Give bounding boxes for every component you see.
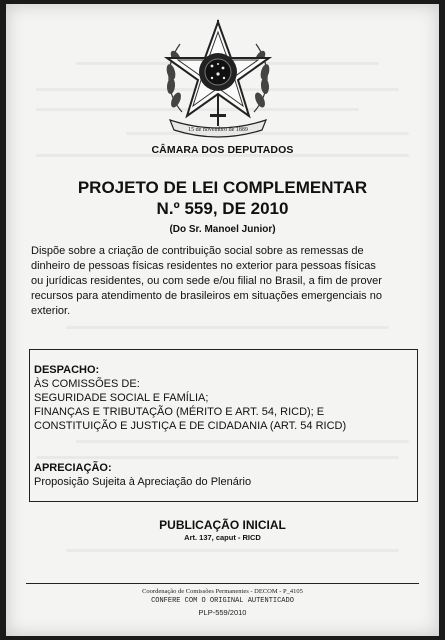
dispatch-line: ÀS COMISSÕES DE:	[34, 378, 140, 390]
coat-of-arms-icon	[152, 14, 284, 142]
house-name: CÂMARA DOS DEPUTADOS	[151, 144, 294, 156]
document-page	[6, 4, 439, 636]
appreciation-title: APRECIAÇÃO:	[34, 462, 112, 474]
dispatch-title: DESPACHO:	[34, 364, 100, 376]
footer-code: PLP-559/2010	[198, 608, 247, 617]
dispatch-box	[29, 349, 418, 502]
dispatch-line: CONSTITUIÇÃO E JUSTIÇA E DE CIDADANIA (ART. 54 RICD)	[34, 420, 347, 432]
summary-line: Dispõe sobre a criação de contribuição social sobre as remessas de	[31, 245, 364, 257]
bill-summary	[31, 244, 415, 319]
emblem-ribbon-text: 15 de novembro de 1889	[188, 127, 248, 133]
appreciation-text: Proposição Sujeita à Apreciação do Plenário	[34, 476, 252, 488]
summary-line: exterior.	[31, 305, 71, 317]
dispatch-line: FINANÇAS E TRIBUTAÇÃO (MÉRITO E ART. 54, RICD); E	[34, 406, 325, 418]
summary-line: dinheiro de pessoas físicas residentes no exterior para pessoas físicas	[31, 260, 376, 272]
bleed-through-text	[66, 326, 389, 329]
bill-author: (Do Sr. Manoel Junior)	[169, 224, 276, 235]
footer-authentication: CONFERE COM O ORIGINAL AUTENTICADO	[151, 597, 294, 605]
summary-line: recursos para atendimento de brasileiros em situações emergenciais no	[31, 290, 382, 302]
footer-divider	[26, 583, 419, 584]
bleed-through-text	[66, 549, 399, 552]
summary-line: ou jurídicas residentes, ou com sede e/ou filial no Brasil, a fim de prover	[31, 275, 382, 287]
publication-title: PUBLICAÇÃO INICIAL	[159, 518, 286, 532]
dispatch-line: SEGURIDADE SOCIAL E FAMÍLIA;	[34, 392, 209, 404]
bill-title: PROJETO DE LEI COMPLEMENTAR	[77, 178, 368, 197]
bill-number: N.º 559, DE 2010	[156, 199, 289, 218]
publication-subtitle: Art. 137, caput - RICD	[184, 533, 261, 542]
footer-coordination: Coordenação de Comissões Permanentes - DECOM - P_4105	[142, 588, 303, 595]
